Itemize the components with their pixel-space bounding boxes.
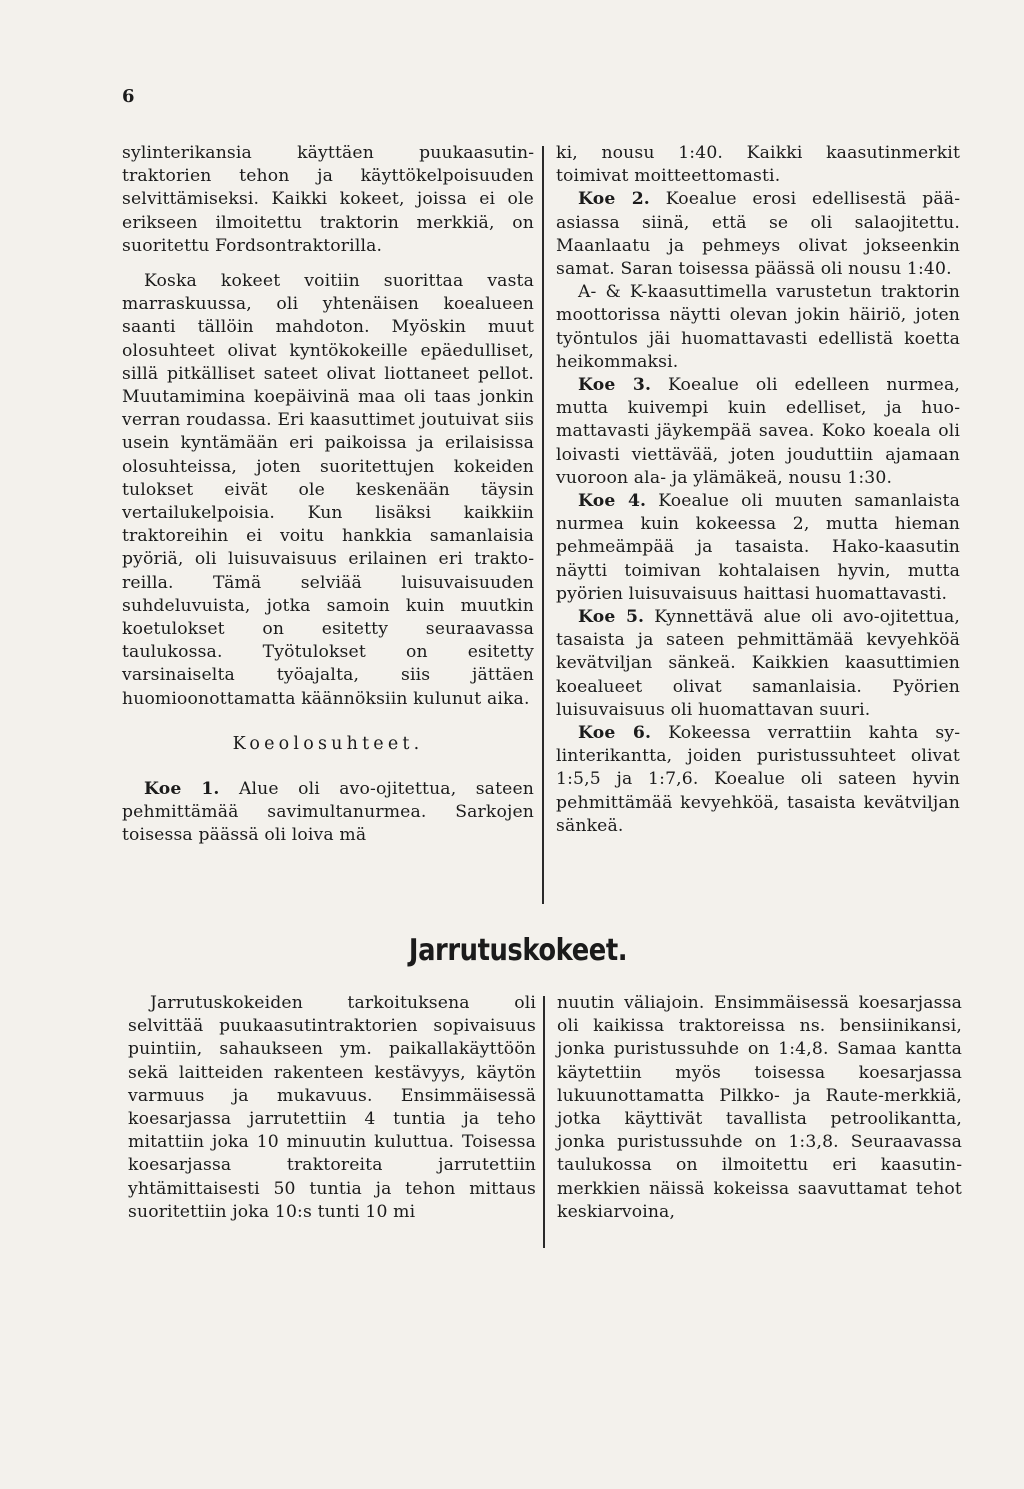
koe-text: Koealue erosi edellisestä pääasiassa siinä, että se oli salaojitettu. Maanlaatu ja pehmeys olivat jokseenkin samat. Saran toisessa päässä oli nousu 1:40. — [556, 189, 960, 280]
koe-label: Koe 3. — [578, 375, 652, 396]
paragraph-koe-6 — [556, 722, 960, 838]
paragraph-koe-2 — [556, 188, 960, 281]
koe-label: Koe 2. — [578, 189, 650, 210]
koe-text: Kokeessa verrattiin kahta sylinterikantta, joiden puristussuhteet olivat 1:5,5 ja 1:7,6. Koealue oli sateen hyvin pehmittämää kevyehköä, tasaista kevätviljan sänkeä. — [556, 723, 960, 836]
koe-label: Koe 4. — [578, 491, 647, 512]
section1-left-column — [122, 142, 534, 848]
paragraph: ki, nousu 1:40. Kaikki kaasutinmerkit toimivat moitteettomasti. — [556, 143, 960, 187]
paragraph: A- & K-kaasuttimella varustetun traktorin moottorissa näytti olevan jokin häiriö, joten työntulos jäi huomattavasti edellistä koetta heikommaksi. — [556, 282, 960, 372]
paragraph: sylinterikansia käyttäen puukaasutintraktorien tehon ja käyttökelpoisuuden selvittämiseksi. Kaikki kokeet, joissa ei ole erikseen ilmoitettu traktorin merkkiä, on suoritettu Fordsontraktorilla. — [122, 143, 534, 256]
koe-label: Koe 1. — [144, 779, 220, 800]
section1-right-column — [556, 142, 960, 838]
koe-label: Koe 6. — [578, 723, 652, 744]
paragraph-koe-5 — [556, 606, 960, 722]
koe-text: Alue oli avo-ojitettua, sateen pehmittämää savimultanurmea. Sarkojen toisessa päässä oli loiva mä — [122, 779, 534, 846]
paragraph: Koska kokeet voitiin suorittaa vasta marraskuussa, oli yhtenäisen koealueen saanti tällöin mahdoton. Myöskin muut olosuhteet olivat kyntökokeille epäedulliset, sillä pitkälliset sateet olivat liottaneet pellot. Muutamimina koepäivinä maa oli taas jonkin verran roudassa. Eri kaasuttimet joutuivat siis usein kyntämään eri paikoissa ja erilaisissa olosuhteissa, joten suoritettujen kokeiden tulokset eivät ole keskenään täysin vertailukelpoisia. Kun lisäksi kaikkiin traktoreihin ei voitu hankkia samanlaisia pyöriä, oli luisuvaisuus erilainen eri traktoreilla. Tämä selviää luisuvaisuuden suhdeluvuista, jotka samoin kuin muutkin koetulokset on esitetty seuraavassa taulukossa. Työtulokset on esitetty varsinaiselta työajalta, siis jättäen huomioonottamatta käännöksiin kulunut aika. — [122, 271, 534, 709]
paragraph-koe-1 — [122, 778, 534, 848]
section2-right-column — [557, 992, 962, 1224]
column-divider — [543, 996, 545, 1248]
koe-text: Koealue oli edelleen nurmea, mutta kuivempi kuin edelliset, ja huomattavasti jäykempää savea. Koko koeala oli loivasti viettävää, joten jouduttiin ajamaan vuoroon ala- ja ylämäkeä, nousu 1:30. — [556, 375, 960, 488]
koe-text: Kynnettävä alue oli avo-ojitettua, tasaista ja sateen pehmittämää kevyehköä kevätviljan sänkeä. Kaikkien kaasuttimien koealueet olivat samanlaisia. Pyörien luisuvaisuus oli huomattavan suuri. — [556, 607, 960, 720]
paragraph: nuutin väliajoin. Ensimmäisessä koesarjassa oli kaikissa traktoreissa ns. bensiinikansi, jonka puristussuhde on 1:4,8. Samaa kantta käytettiin myös toisessa koesarjassa lukuunottamatta Pilkko- ja Raute-merkkiä, jotka käyttivät tavallista petroolikantta, jonka puristussuhde on 1:3,8. Seuraavassa taulukossa on ilmoitettu eri kaasutinmerkkien näissä kokeissa saavuttamat tehot keskiarvoina, — [557, 993, 962, 1222]
section2-left-column — [128, 992, 536, 1224]
koe-text: Koealue oli muuten samanlaista nurmea kuin kokeessa 2, mutta hieman pehmeämpää ja tasaista. Hako-kaasutin näytti toimivan kohtalaisen hyvin, mutta pyörien luisuvaisuus haittasi huomattavasti. — [556, 491, 960, 604]
paragraph: Jarrutuskokeiden tarkoituksena oli selvittää puukaasutintraktorien sopivaisuus puintiin, sahaukseen ym. paikallakäyttöön sekä laitteiden rakenteen kestävyys, käytön varmuus ja mukavuus. Ensimmäisessä koesarjassa jarrutettiin 4 tuntia ja teho mitattiin joka 10 minuutin kuluttua. Toisessa koesarjassa traktoreita jarrutettiin yhtämittaisesti 50 tuntia ja tehon mittaus suoritettiin joka 10:s tunti 10 mi — [128, 993, 536, 1222]
subheading-koeolosuhteet: Koeolosuhteet. — [232, 733, 424, 754]
paragraph-koe-4 — [556, 490, 960, 606]
paragraph-koe-3 — [556, 374, 960, 490]
section-title: Jarrutuskokeet. — [408, 933, 628, 968]
koe-label: Koe 5. — [578, 607, 645, 628]
page-number: 6 — [122, 86, 135, 107]
column-divider — [542, 146, 544, 904]
